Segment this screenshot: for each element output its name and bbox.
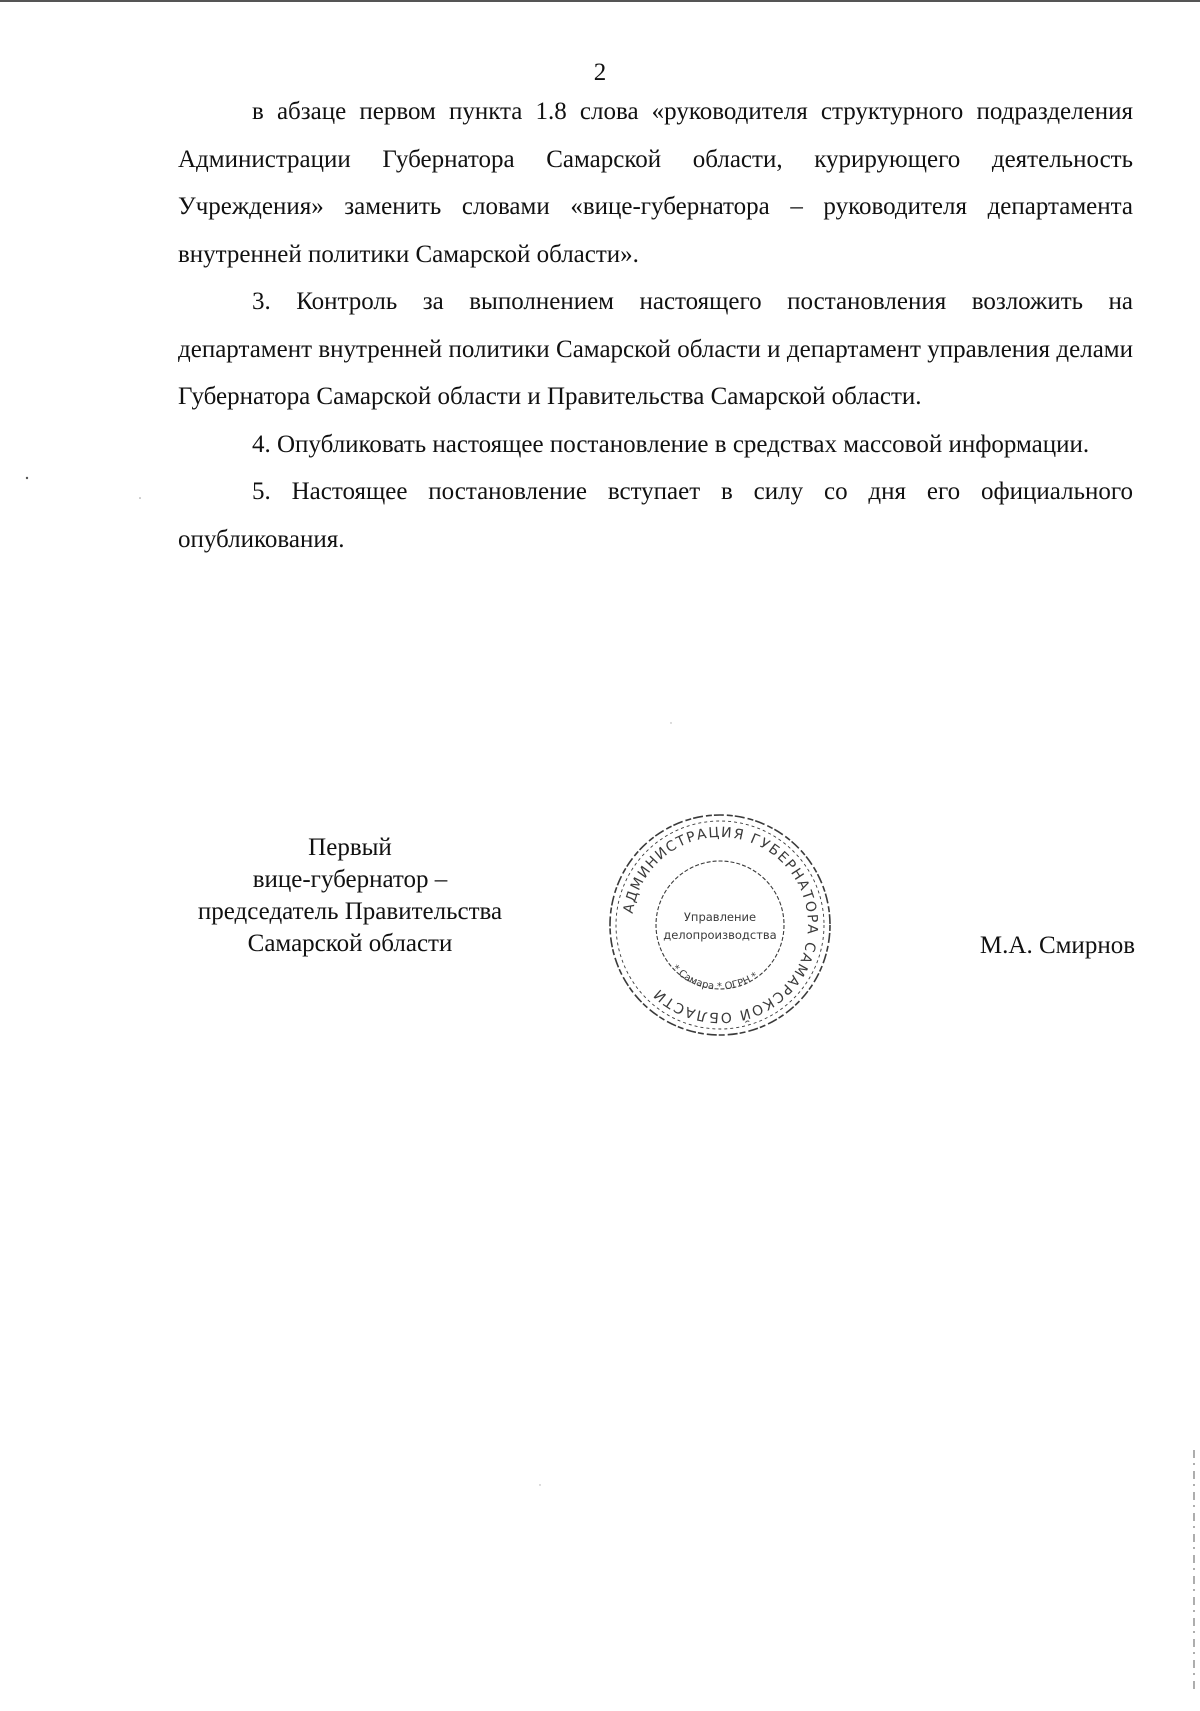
seal-outer-text: АДМИНИСТРАЦИЯ ГУБЕРНАТОРА САМАРСКОЙ ОБЛАСТИ: [620, 824, 821, 1026]
page-number: 2: [593, 59, 607, 86]
paragraph-3-control: 3. Контроль за выполнением настоящего постановления возложить на департамент внутренней политики Самарской области и департамент управления делами Губернатора Самарской области и Правительства Самарской области.: [178, 288, 1133, 410]
signatory-title: [170, 832, 530, 960]
signatory-title-line: вице-губернатор –: [252, 866, 448, 893]
paragraph-4-publish: 4. Опубликовать настоящее постановление в средствах массовой информации.: [252, 430, 1090, 458]
official-seal: [600, 805, 840, 1045]
scan-speck: [139, 497, 141, 499]
scan-speck: [670, 722, 671, 723]
signatory-title-line: Первый: [308, 834, 392, 861]
seal-inner-text-line: Управление: [683, 910, 757, 924]
paragraph-amendment: в абзаце первом пункта 1.8 слова «руководителя структурного подразделения Администрации Губернатора Самарской области, курирующего деятельность Учреждения» заменить словами «вице-губернатора – руководителя департамента внутренней политики Самарской области».: [178, 98, 1133, 268]
seal-inner-text-line: делопроизводства: [663, 928, 777, 942]
paragraph-5-effective: 5. Настоящее постановление вступает в силу со дня его официального опубликования.: [178, 478, 1133, 553]
seal-bottom-mark: * Самара * ОГРН *: [669, 963, 761, 993]
signatory-name: М.А. Смирнов: [979, 932, 1135, 959]
signatory-title-line: Самарской области: [247, 930, 453, 957]
seal-outer-ring: [610, 815, 830, 1035]
seal-inner-ring: [616, 821, 824, 1029]
signatory-title-line: председатель Правительства: [197, 898, 503, 925]
document-body: [178, 88, 1133, 563]
scan-top-edge: [0, 0, 1200, 2]
scan-speck: [26, 477, 28, 479]
scan-speck: [539, 1484, 540, 1485]
